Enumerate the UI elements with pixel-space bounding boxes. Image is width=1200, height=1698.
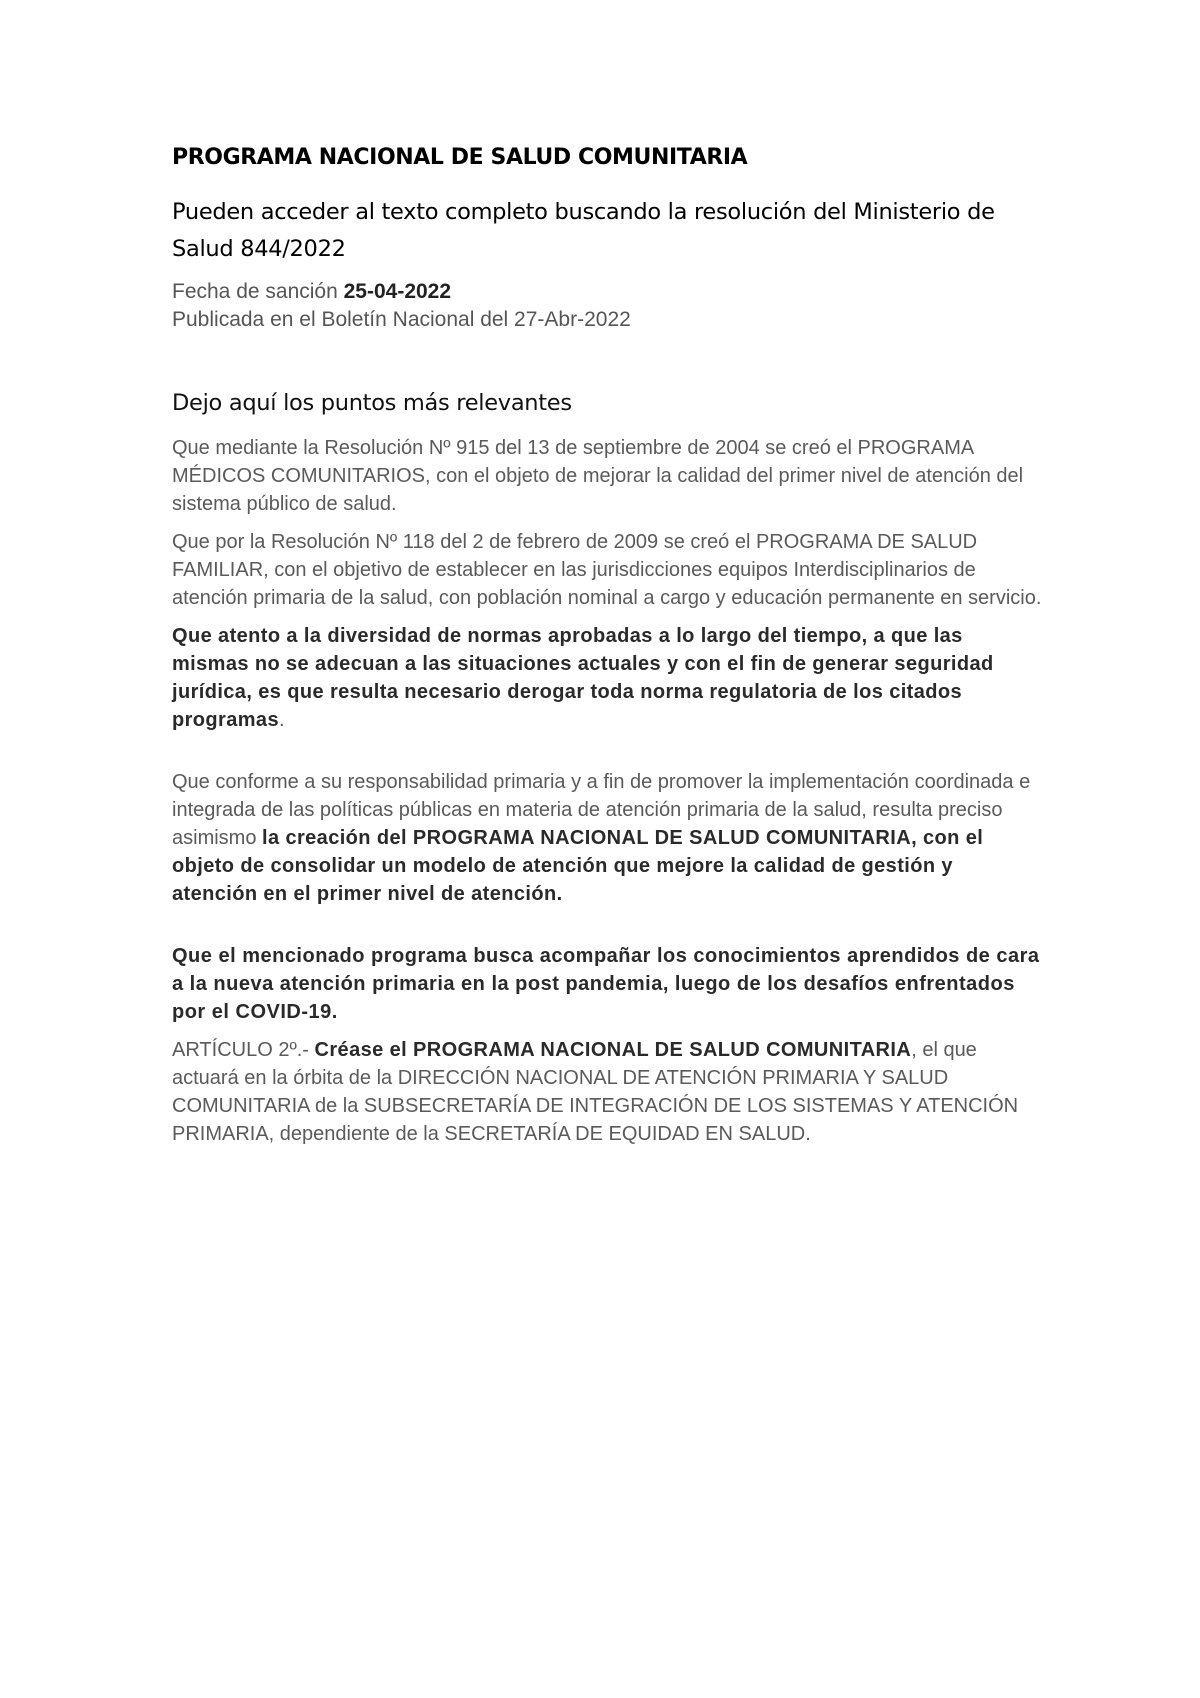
- paragraph-1: Que mediante la Resolución Nº 915 del 13 de septiembre de 2004 se creó el PROGRAMA MÉDICOS COMUNITARIOS, con el objeto de mejorar la calidad del primer nivel de atención del sistema público de salud.: [172, 437, 1024, 515]
- published-line: Publicada en el Boletín Nacional del 27-Abr-2022: [172, 308, 631, 331]
- paragraph-2: Que por la Resolución Nº 118 del 2 de febrero de 2009 se creó el PROGRAMA DE SALUD FAMILIAR, con el objetivo de establecer en las jurisdicciones equipos Interdisciplinarios de atención primaria de la salud, con población nominal a cargo y educación permanente en servicio.: [172, 531, 1042, 609]
- spacer: [172, 744, 1042, 768]
- paragraph-4: [172, 768, 1042, 908]
- sanction-date: 25-04-2022: [343, 280, 452, 303]
- article-lead: ARTÍCULO 2º.-: [172, 1039, 315, 1061]
- document-subtitle: Pueden acceder al texto completo buscando la resolución del Ministerio de Salud 844/2022: [172, 199, 995, 262]
- document-body: [172, 145, 1042, 1158]
- article-rest: , el que actuará en la órbita de la DIRECCIÓN NACIONAL DE ATENCIÓN PRIMARIA Y SALUD COMUNITARIA de la SUBSECRETARÍA DE INTEGRACIÓN DE LOS SISTEMAS Y ATENCIÓN PRIMARIA, dependiente de la SECRETARÍA DE EQUIDAD EN SALUD.: [172, 1039, 1019, 1145]
- paragraph-3-end: .: [278, 709, 285, 731]
- paragraph-3: [172, 622, 1042, 734]
- paragraph-3-bold: Que atento a la diversidad de normas aprobadas a lo largo del tiempo, a que las mismas no se adecuan a las situaciones actuales y con el fin de generar seguridad jurídica, es que resulta necesario derogar toda norma regulatoria de los citados programas: [172, 625, 994, 731]
- date-block: [172, 278, 1042, 334]
- sanction-label: Fecha de sanción: [172, 280, 344, 303]
- sanction-date-line: [172, 278, 1042, 306]
- paragraph-4-bold: la creación del PROGRAMA NACIONAL DE SALUD COMUNITARIA, con el objeto de consolidar un modelo de atención que mejore la calidad de gestión y atención en el primer nivel de atención.: [172, 827, 984, 905]
- article-bold: Créase el PROGRAMA NACIONAL DE SALUD COMUNITARIA: [314, 1039, 912, 1061]
- paragraph-6: [172, 1036, 1042, 1148]
- document-title: PROGRAMA NACIONAL DE SALUD COMUNITARIA: [172, 145, 748, 170]
- paragraph-5: Que el mencionado programa busca acompañar los conocimientos aprendidos de cara a la nueva atención primaria en la post pandemia, luego de los desafíos enfrentados por el COVID-19.: [172, 945, 1040, 1023]
- paragraph-4-normal: Que conforme a su responsabilidad primaria y a fin de promover la implementación coordinada e integrada de las políticas públicas en materia de atención primaria de la salud, resulta preciso asimismo: [172, 771, 1031, 849]
- section-heading: Dejo aquí los puntos más relevantes: [172, 390, 572, 416]
- spacer: [172, 918, 1042, 942]
